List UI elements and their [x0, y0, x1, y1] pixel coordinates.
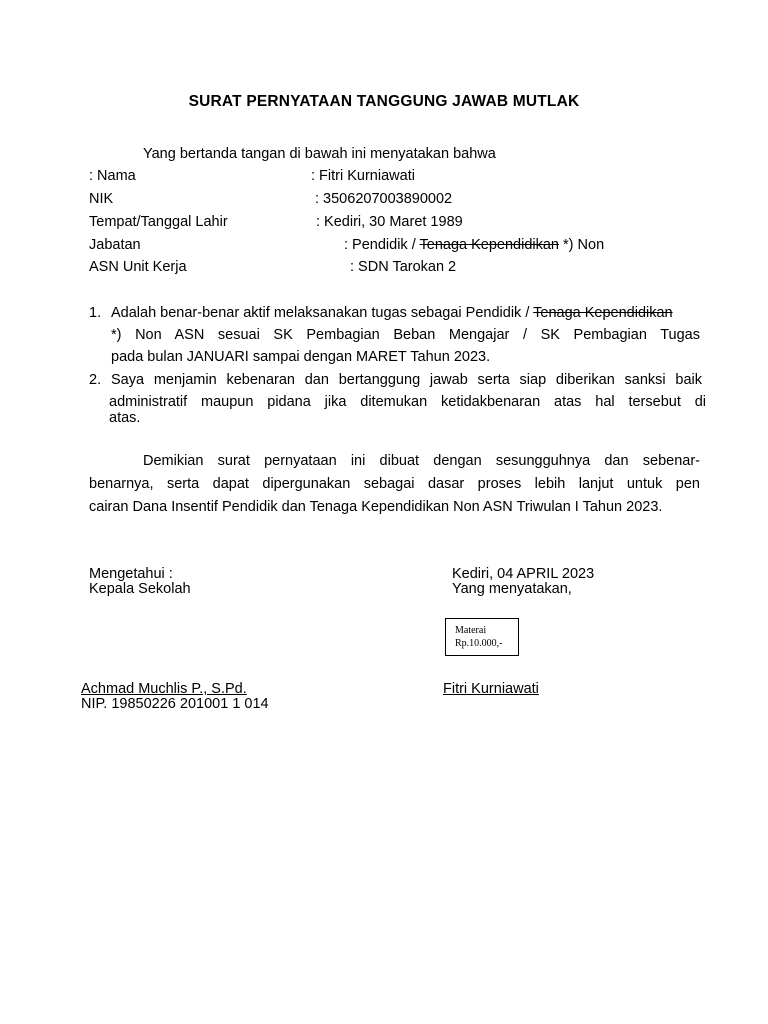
field-value-unit-kerja: : SDN Tarokan 2: [350, 259, 457, 275]
field-label-jabatan: Jabatan: [89, 237, 141, 253]
point-1-line-1: [111, 305, 673, 321]
stamp-amount: Rp.10.000,-: [455, 638, 503, 649]
field-value-jabatan: [344, 237, 604, 253]
document-title: SURAT PERNYATAAN TANGGUNG JAWAB MUTLAK: [188, 93, 580, 110]
point-2-line-2: administratif maupun pidana jika ditemukan ketidakbenaran atas hal tersebut di: [109, 394, 706, 410]
field-value-ttl: : Kediri, 30 Maret 1989: [316, 214, 463, 230]
closing-line-3: cairan Dana Insentif Pendidik dan Tenaga Kependidikan Non ASN Triwulan I Tahun 2023.: [89, 499, 663, 515]
point-1-line-2: *) Non ASN sesuai SK Pembagian Beban Mengajar / SK Pembagian Tugas: [111, 327, 700, 343]
place-date: Kediri, 04 APRIL 2023: [452, 566, 595, 582]
point-1-number: 1.: [89, 305, 102, 321]
jabatan-suffix: *) Non: [559, 237, 605, 253]
principal-title: Kepala Sekolah: [89, 581, 191, 597]
field-label-unit-kerja: ASN Unit Kerja: [89, 259, 187, 275]
jabatan-struck-text: Tenaga Kependidikan: [419, 237, 559, 253]
point-2-line-3: atas.: [109, 410, 141, 426]
point-1-struck-text: Tenaga Kependidikan: [533, 305, 673, 321]
closing-line-2: benarnya, serta dapat dipergunakan sebagai dasar proses lebih lanjut untuk pen: [89, 476, 700, 492]
principal-name: Achmad Muchlis P., S.Pd.: [81, 681, 247, 697]
field-value-nik: : 3506207003890002: [315, 191, 453, 207]
principal-nip: NIP. 19850226 201001 1 014: [81, 696, 269, 712]
declarant-label: Yang menyatakan,: [452, 581, 572, 597]
field-label-nik: NIK: [89, 191, 114, 207]
jabatan-prefix: : Pendidik /: [344, 237, 420, 253]
revenue-stamp-box: [445, 618, 519, 656]
field-value-nama: : Fitri Kurniawati: [311, 168, 415, 184]
closing-line-1: Demikian surat pernyataan ini dibuat dengan sesungguhnya dan sebenar-: [143, 453, 700, 469]
intro-text: Yang bertanda tangan di bawah ini menyatakan bahwa: [143, 146, 496, 162]
declarant-name: Fitri Kurniawati: [443, 681, 539, 697]
point-2-number: 2.: [89, 372, 102, 388]
stamp-label: Materai: [455, 625, 487, 636]
field-label-ttl: Tempat/Tanggal Lahir: [89, 214, 228, 230]
point-1-line-3: pada bulan JANUARI sampai dengan MARET Tahun 2023.: [111, 349, 491, 365]
point-1-line-1-text: Adalah benar-benar aktif melaksanakan tugas sebagai Pendidik /: [111, 305, 534, 321]
point-2-line-1: Saya menjamin kebenaran dan bertanggung jawab serta siap diberikan sanksi baik: [111, 372, 702, 388]
field-label-nama: : Nama: [89, 168, 136, 184]
acknowledged-label: Mengetahui :: [89, 566, 173, 582]
